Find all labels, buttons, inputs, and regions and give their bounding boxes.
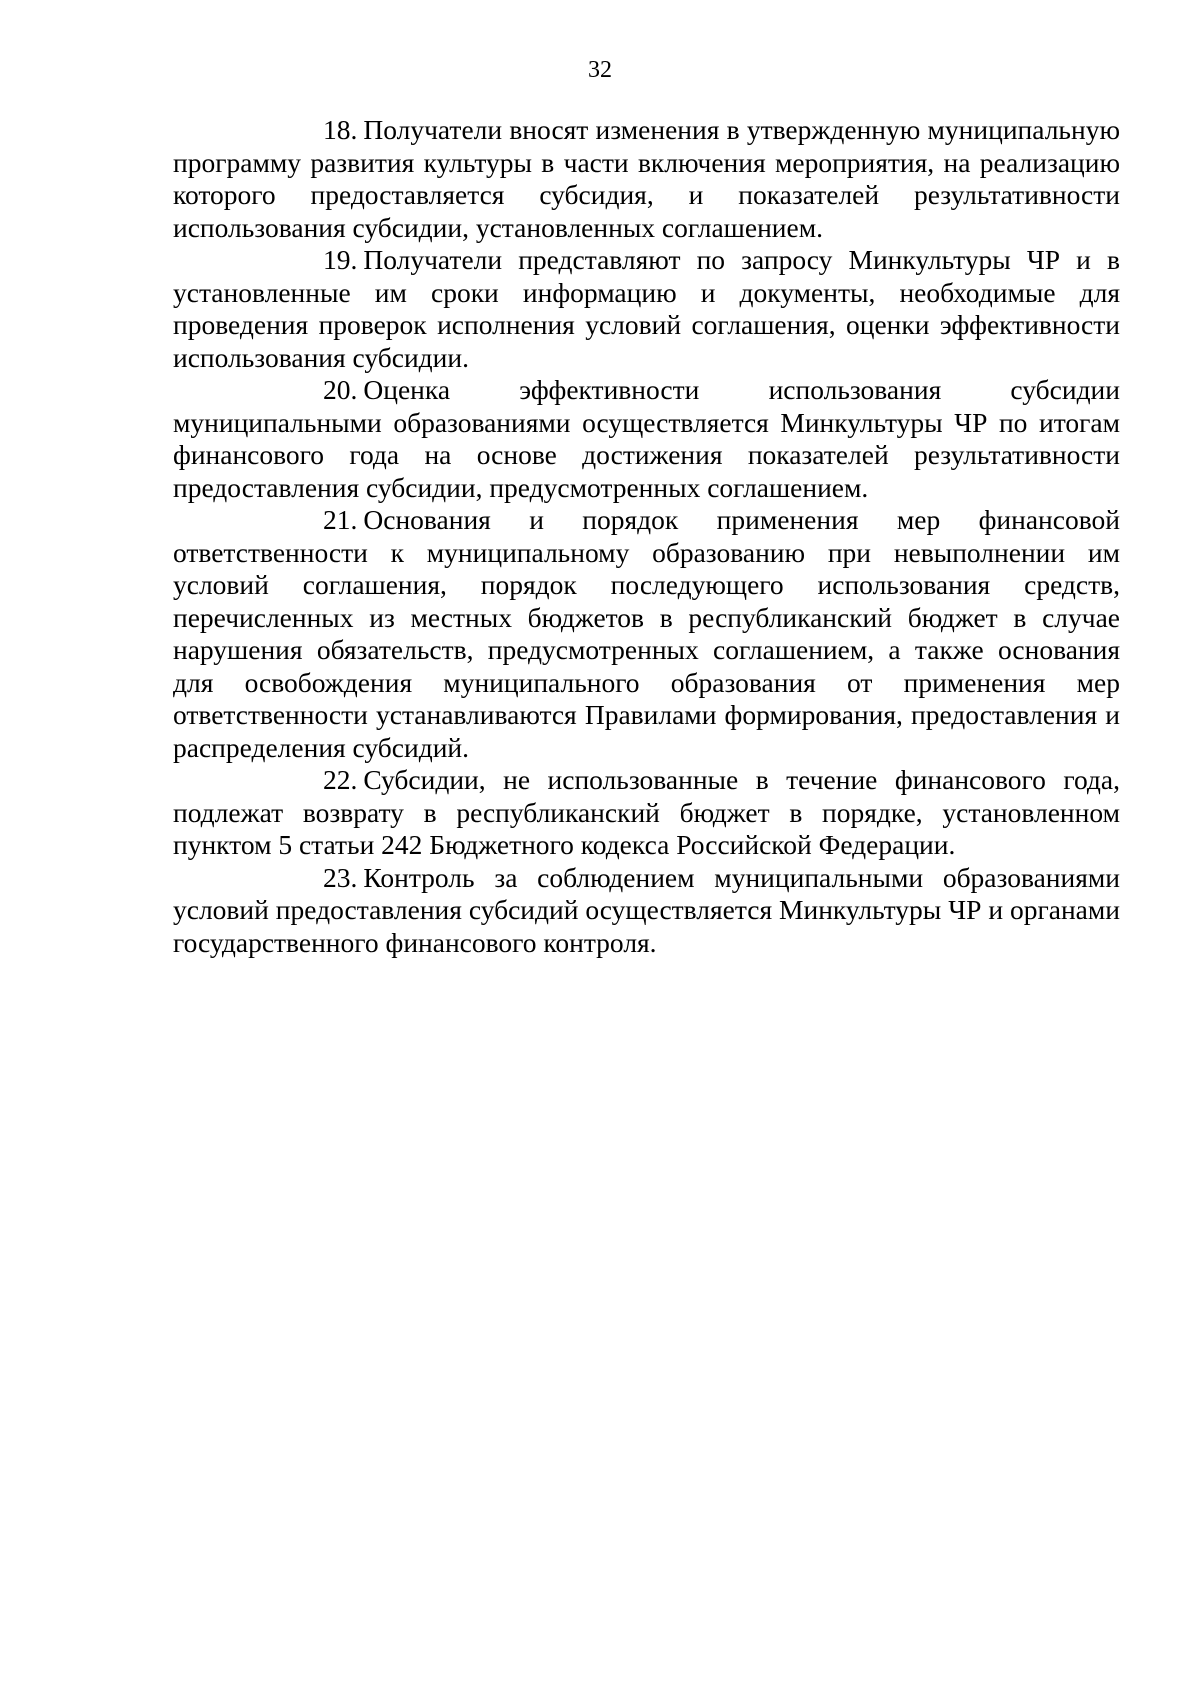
paragraph-number: 22.: [323, 764, 358, 795]
paragraph-number: 19.: [323, 244, 358, 275]
paragraph-text: Оценка эффективности использования субсидии муниципальными образованиями осуществляется Минкультуры ЧР по итогам финансового года на основе достижения показателей результативности предоставления субсидии, предусмотренных соглашением.: [173, 374, 1120, 503]
paragraph-21: [173, 504, 1120, 764]
paragraph-text: Контроль за соблюдением муниципальными образованиями условий предоставления субсидий осуществляется Минкультуры ЧР и органами государственного финансового контроля.: [173, 861, 1120, 958]
paragraph-text: Получатели вносят изменения в утвержденную муниципальную программу развития культуры в части включения мероприятия, на реализацию которого предоставляется субсидия, и показателей результативности использования субсидии, установленных соглашением.: [173, 114, 1120, 243]
paragraph-18: [173, 114, 1120, 244]
paragraph-19: [173, 244, 1120, 374]
page-number: 32: [588, 57, 612, 83]
paragraph-text: Получатели представляют по запросу Минкультуры ЧР и в установленные им сроки информацию и документы, необходимые для проведения проверок исполнения условий соглашения, оценки эффективности использования субсидии.: [173, 244, 1120, 373]
paragraph-number: 18.: [323, 114, 358, 145]
paragraph-20: [173, 374, 1120, 504]
paragraph-text: Основания и порядок применения мер финансовой ответственности к муниципальному образованию при невыполнении им условий соглашения, порядок последующего использования средств, перечисленных из местных бюджетов в республиканский бюджет в случае нарушения обязательств, предусмотренных соглашением, а также основания для освобождения муниципального образования от применения мер ответственности устанавливаются Правилами формирования, предоставления и распределения субсидий.: [173, 504, 1120, 763]
paragraph-number: 20.: [323, 374, 358, 405]
paragraph-number: 23.: [323, 861, 358, 893]
paragraph-23: [173, 862, 1120, 960]
paragraph-number: 21.: [323, 504, 358, 535]
paragraph-22: [173, 764, 1120, 862]
document-body: [173, 114, 1120, 959]
paragraph-text: Субсидии, не использованные в течение финансового года, подлежат возврату в республиканский бюджет в порядке, установленном пунктом 5 статьи 242 Бюджетного кодекса Российской Федерации.: [173, 764, 1120, 860]
